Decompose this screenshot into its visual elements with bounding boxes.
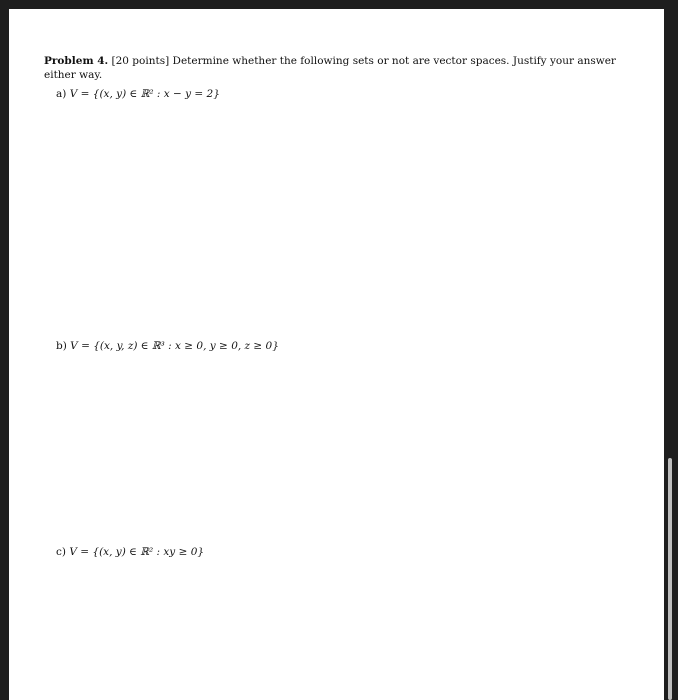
problem-instruction: Determine whether the following sets or not are vector spaces. Justify your answer either way. — [44, 55, 616, 81]
vertical-scrollbar-thumb[interactable] — [668, 458, 672, 700]
problem-label: Problem 4. — [44, 55, 109, 67]
part-b — [56, 339, 279, 353]
problem-statement — [44, 54, 644, 82]
part-a-set: V = {(x, y) ∈ ℝ² : x − y = 2} — [69, 88, 220, 100]
problem-points: [20 points] — [111, 55, 170, 67]
part-c-set: V = {(x, y) ∈ ℝ² : xy ≥ 0} — [69, 546, 205, 558]
part-c-label: c) — [56, 546, 66, 558]
part-b-set: V = {(x, y, z) ∈ ℝ³ : x ≥ 0, y ≥ 0, z ≥ 0} — [70, 340, 279, 352]
part-a — [56, 87, 220, 101]
part-b-label: b) — [56, 340, 67, 352]
document-page — [9, 9, 664, 700]
part-a-label: a) — [56, 88, 67, 100]
part-c — [56, 545, 204, 559]
